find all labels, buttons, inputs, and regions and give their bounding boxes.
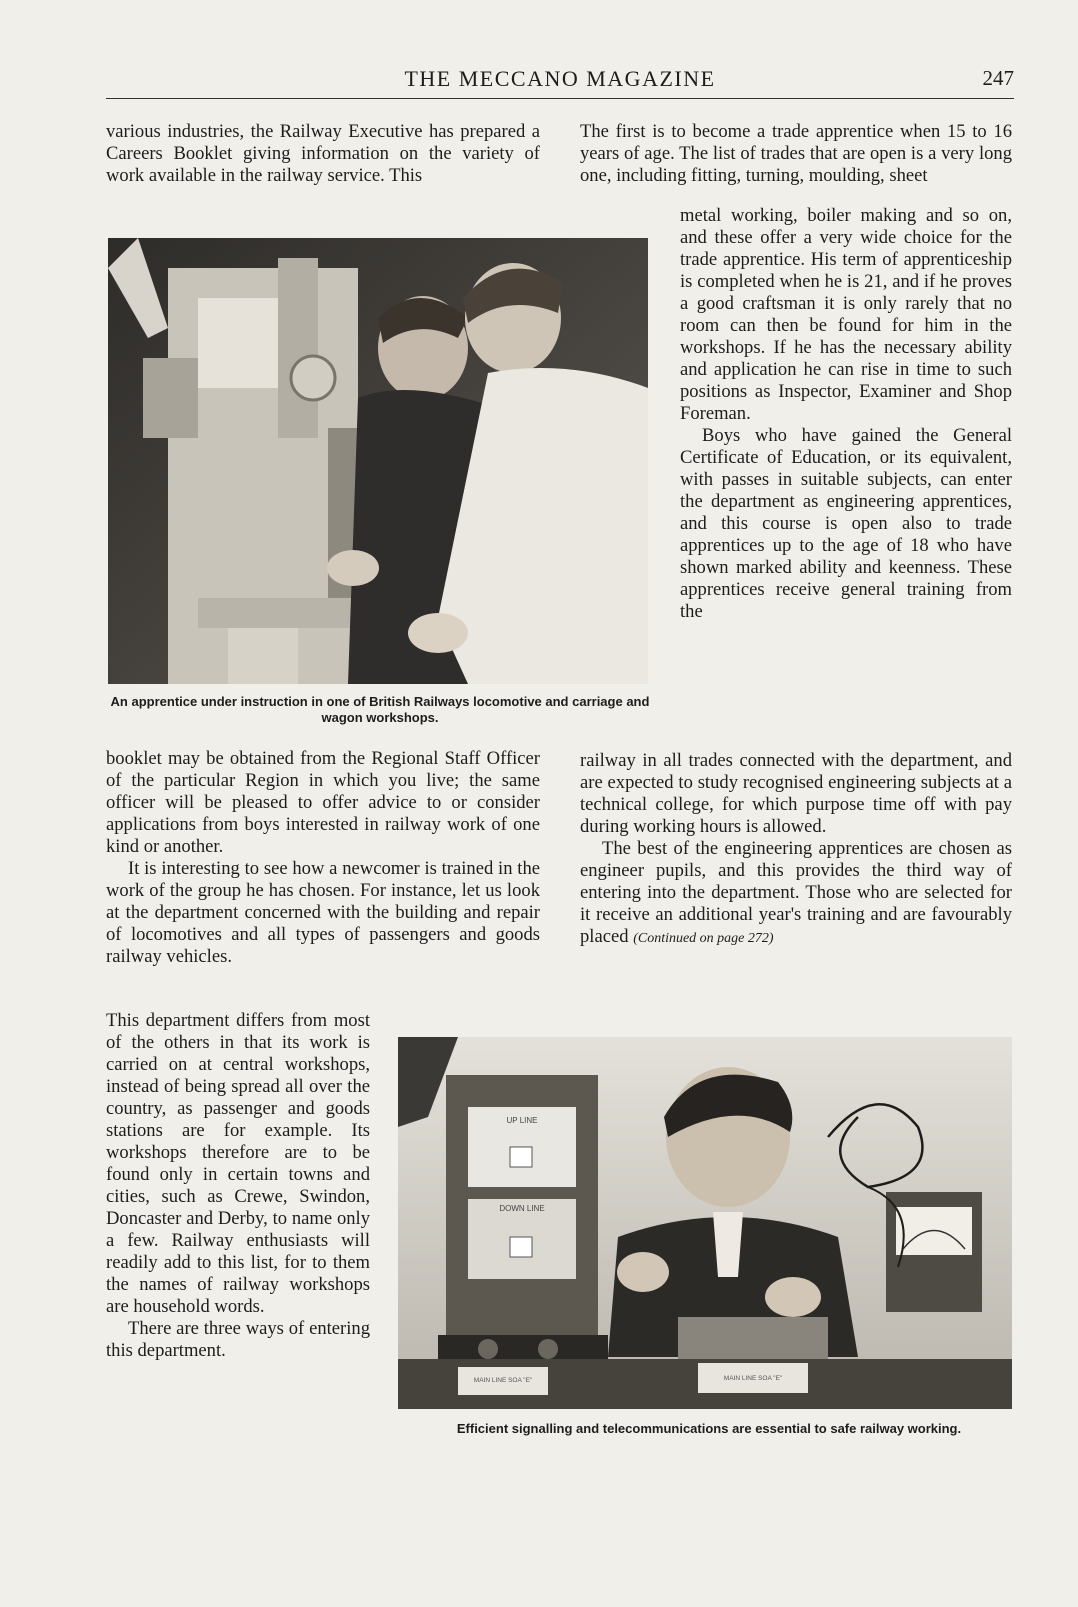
three-ways-paragraph: There are three ways of entering this department. xyxy=(106,1318,370,1361)
signalling-photo-caption: Efficient signalling and telecommunications are essential to safe railway working. xyxy=(456,1421,962,1436)
booklet-paragraph: booklet may be obtained from the Regional Staff Officer of the particular Region in which you live; the same officer will be pleased to offer advice to or consider applications from boys interested in railway work of one kind or another. xyxy=(106,748,540,857)
boys-paragraph: Boys who have gained the General Certificate of Education, or its equivalent, with passes in suitable subjects, can enter the department as engineering apprentices, and this course is open also to trade apprentices up to the age of 18 who have shown marked ability and keenness. These apprentices receive general training from the xyxy=(680,425,1012,622)
boys-paragraph-continued: railway in all trades connected with the department, and are expected to study recognised engineering subjects at a technical college, for which purpose time off with pay during working hours is allowed. xyxy=(580,750,1012,837)
up-line-label: UP LINE xyxy=(506,1116,538,1125)
left-bottom xyxy=(106,1010,370,1362)
newcomer-paragraph: It is interesting to see how a newcomer is trained in the work of the group he has chosen. For instance, let us look at the department concerned with the building and repair of locomotives and all types of passengers and goods railway vehicles. xyxy=(106,858,540,967)
right-narrow xyxy=(680,205,1012,623)
best-paragraph xyxy=(580,838,1012,950)
first-way-continued: metal working, boiler making and so on, and these offer a very wide choice for the trade apprentice. His term of apprenticeship is completed when he is 21, and if he proves a good craftsman it is only rarely that no room can then be found for him in the workshops. If he has the necessary ability and application he can rise in time to such positions as Inspector, Examiner and Shop Foreman. xyxy=(680,205,1012,424)
continued-note: (Continued on page 272) xyxy=(633,931,774,946)
page-number: 247 xyxy=(982,66,1014,90)
magazine-title: THE MECCANO MAGAZINE xyxy=(404,66,716,91)
left-intro xyxy=(106,121,540,187)
signalling-photo-illustration xyxy=(398,1037,1012,1409)
page-header xyxy=(106,64,1014,99)
apprentice-photo xyxy=(108,238,648,684)
left-middle xyxy=(106,748,540,968)
intro-paragraph: various industries, the Railway Executive has prepared a Careers Booklet giving information on the variety of work available in the railway service. This xyxy=(106,121,540,186)
first-way-paragraph: The first is to become a trade apprentice when 15 to 16 years of age. The list of trades that are open is a very long one, including fitting, turning, moulding, sheet xyxy=(580,121,1012,186)
signalling-photo xyxy=(398,1037,1012,1409)
apprentice-photo-caption: An apprentice under instruction in one of British Railways locomotive and carriage and wagon workshops. xyxy=(110,694,650,725)
bench-label-right: MAIN LINE SOA "E" xyxy=(723,1375,783,1382)
apprentice-photo-illustration xyxy=(108,238,648,684)
best-paragraph-text: The best of the engineering apprentices are chosen as engineer pupils, and this provides the third way of entering into the department. Those who are selected for it receive an additional year's training and are favourably placed xyxy=(580,838,1012,947)
down-line-label: DOWN LINE xyxy=(499,1204,545,1213)
right-top xyxy=(580,121,1012,187)
bench-label-left: MAIN LINE SOA "E" xyxy=(473,1377,533,1384)
right-lower xyxy=(580,750,1012,950)
department-paragraph: This department differs from most of the others in that its work is carried on at central workshops, instead of being spread all over the country, as passenger and goods stations are for example. Its workshops therefore are to be found only in certain towns and cities, such as Crewe, Swindon, Doncaster and Derby, to name only a few. Railway enthusiasts will readily add to this list, for to them the names of railway workshops are household words. xyxy=(106,1010,370,1317)
